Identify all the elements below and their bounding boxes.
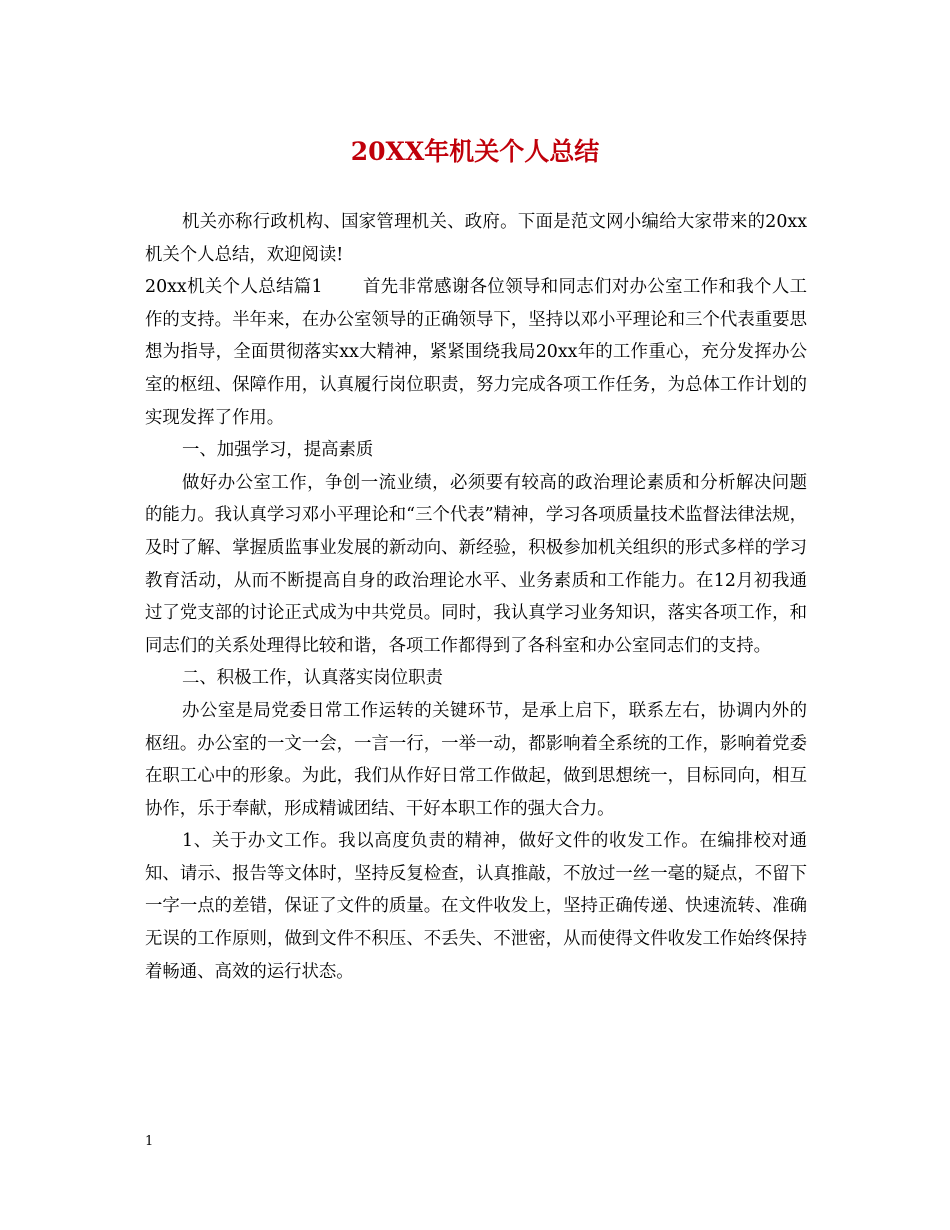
document-body xyxy=(145,206,807,988)
section-body: 首先非常感谢各位领导和同志们对办公室工作和我个人工作的支持。半年来，在办公室领导的正确领导下，坚持以邓小平理论和三个代表重要思想为指导，全面贯彻落实xx大精神，紧紧围绕我局20xx年的工作重心，充分发挥办公室的枢纽、保障作用，认真履行岗位职责，努力完成各项工作任务，为总体工作计划的实现发挥了作用。 xyxy=(145,277,807,428)
page-number: 1 xyxy=(145,1134,154,1149)
section-heading: 20xx机关个人总结篇1 xyxy=(145,277,323,298)
study-paragraph: 做好办公室工作，争创一流业绩，必须要有较高的政治理论素质和分析解决问题的能力。我认真学习邓小平理论和“三个代表”精神，学习各项质量技术监督法律法规，及时了解、掌握质监事业发展的新动向、新经验，积极参加机关组织的形式多样的学习教育活动，从而不断提高自身的政治理论水平、业务素质和工作能力。在12月初我通过了党支部的讨论正式成为中共党员。同时，我认真学习业务知识，落实各项工作，和同志们的关系处理得比较和谐，各项工作都得到了各科室和办公室同志们的支持。 xyxy=(145,472,807,656)
document-work-paragraph: 1、关于办文工作。我以高度负责的精神，做好文件的收发工作。在编排校对通知、请示、报告等文体时，坚持反复检查，认真推敲，不放过一丝一毫的疑点，不留下一字一点的差错，保证了文件的质量。在文件收发上，坚持正确传递、快速流转、准确无误的工作原则，做到文件不积压、不丢失、不泄密，从而使得文件收发工作始终保持着畅通、高效的运行状态。 xyxy=(145,831,807,982)
office-paragraph: 办公室是局党委日常工作运转的关键环节，是承上启下，联系左右，协调内外的枢纽。办公室的一文一会，一言一行，一举一动，都影响着全系统的工作，影响着党委在职工心中的形象。为此，我们从作好日常工作做起，做到思想统一，目标同向，相互协作，乐于奉献，形成精诚团结、干好本职工作的强大合力。 xyxy=(145,700,807,819)
heading-two: 二、积极工作，认真落实岗位职责 xyxy=(182,668,443,689)
intro-paragraph: 机关亦称行政机构、国家管理机关、政府。下面是范文网小编给大家带来的20xx机关个人总结，欢迎阅读! xyxy=(145,212,807,265)
heading-one: 一、加强学习，提高素质 xyxy=(182,440,374,461)
section-paragraph xyxy=(145,271,807,434)
document-title: 20XX年机关个人总结 xyxy=(350,137,600,166)
